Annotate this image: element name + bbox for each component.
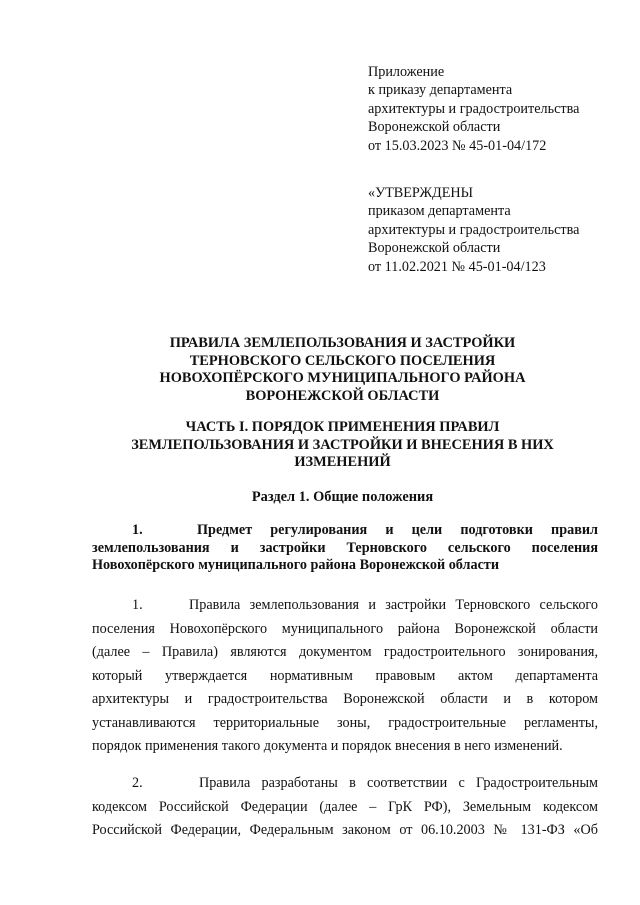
paragraph-line: который утверждается нормативным правовым актом департамента (92, 667, 598, 684)
appendix-line: архитектуры и градостроительства (368, 100, 580, 117)
main-title-line: НОВОХОПЁРСКОГО МУНИЦИПАЛЬНОГО РАЙОНА (159, 370, 526, 387)
appendix-line: Воронежской области (368, 119, 501, 136)
paragraph-1 (92, 594, 598, 759)
paragraph-2 (92, 772, 598, 843)
paragraph-line: 2. Правила разработаны в соответствии с Градостроительным (132, 775, 598, 791)
article-heading-line: 1. Предмет регулирования и цели подготовки правил (132, 522, 598, 538)
part-title-line: ЧАСТЬ I. ПОРЯДОК ПРИМЕНЕНИЯ ПРАВИЛ (185, 419, 500, 435)
section-title-text: Раздел 1. Общие положения (251, 489, 434, 505)
approval-line: «УТВЕРЖДЕНЫ (368, 185, 473, 201)
approval-line: от 11.02.2021 № 45-01-04/123 (368, 258, 546, 275)
paragraph-line: кодексом Российской Федерации (далее – ГрК РФ), Земельным кодексом (92, 798, 598, 815)
article-heading-line: землепользования и застройки Терновского сельского поселения (92, 539, 598, 556)
paragraph-line: устанавливаются территориальные зоны, градостроительные регламенты, (92, 714, 598, 731)
main-title-line: ТЕРНОВСКОГО СЕЛЬСКОГО ПОСЕЛЕНИЯ (189, 352, 496, 369)
part-title-line: ИЗМЕНЕНИЙ (294, 454, 391, 471)
appendix-line: Приложение (368, 64, 445, 80)
section-title (110, 489, 575, 507)
article-heading-line: Новохопёрского муниципального района Воронежской области (92, 557, 500, 574)
main-title-line: ВОРОНЕЖСКОЙ ОБЛАСТИ (245, 387, 440, 404)
paragraph-line: 1. Правила землепользования и застройки Терновского сельского (132, 597, 598, 613)
appendix-line: от 15.03.2023 № 45-01-04/172 (368, 137, 547, 154)
paragraph-line: архитектуры и градостроительства Воронежской области и в котором (92, 691, 598, 707)
main-title-line: ПРАВИЛА ЗЕМЛЕПОЛЬЗОВАНИЯ И ЗАСТРОЙКИ (169, 335, 516, 351)
approval-line: Воронежской области (368, 240, 501, 257)
approval-line: приказом департамента (368, 203, 511, 220)
paragraph-line: поселения Новохопёрского муниципального района Воронежской области (92, 620, 598, 637)
article-heading (92, 522, 598, 575)
part-title (110, 419, 575, 472)
appendix-block (368, 63, 579, 155)
appendix-line: к приказу департамента (368, 82, 513, 99)
paragraph-line: Российской Федерации, Федеральным законом от 06.10.2003 № 131-ФЗ «Об (92, 822, 598, 838)
approval-block (368, 184, 579, 276)
approval-line: архитектуры и градостроительства (368, 221, 580, 238)
paragraph-line: порядок применения такого документа и порядок внесения в него изменений. (92, 738, 563, 754)
main-title (110, 335, 575, 405)
part-title-line: ЗЕМЛЕПОЛЬЗОВАНИЯ И ЗАСТРОЙКИ И ВНЕСЕНИЯ В НИХ (131, 436, 554, 453)
paragraph-line: (далее – Правила) являются документом градостроительного зонирования, (92, 644, 598, 660)
